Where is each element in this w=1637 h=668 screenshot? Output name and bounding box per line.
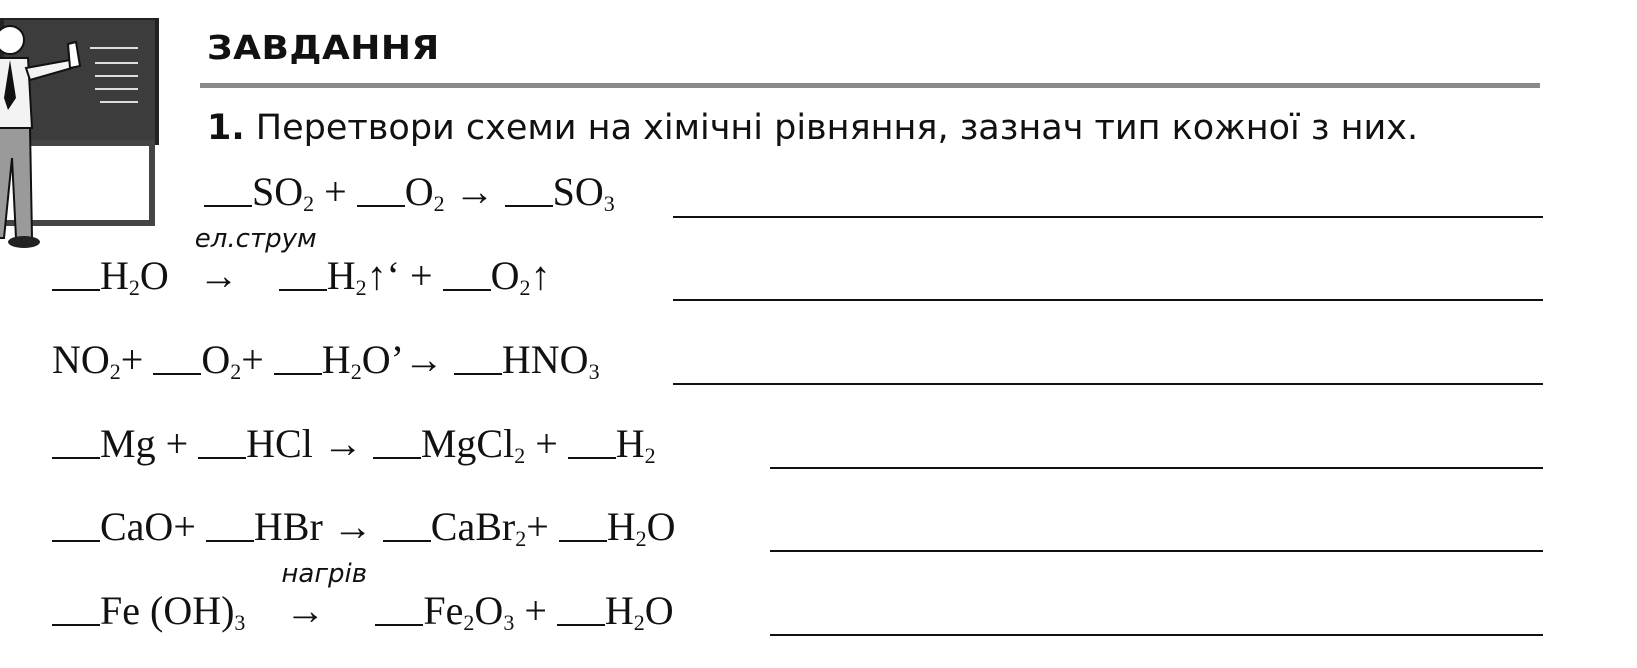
answer-line-4[interactable] <box>770 467 1543 469</box>
coefficient-blank[interactable] <box>357 175 405 207</box>
formula-part: → <box>198 253 239 298</box>
formula-part: → <box>332 504 373 549</box>
title-divider <box>200 83 1540 88</box>
task-instruction <box>207 108 1418 148</box>
formula-part: O <box>474 588 504 633</box>
formula-part: CaBr <box>430 504 516 549</box>
coefficient-blank[interactable] <box>568 427 616 459</box>
subscript: 2 <box>230 359 242 384</box>
formula-part: + <box>241 337 264 382</box>
subscript: 3 <box>603 191 615 216</box>
teacher-at-blackboard-icon <box>0 18 160 248</box>
formula-part: O <box>201 337 231 382</box>
answer-line-1[interactable] <box>673 216 1543 218</box>
coefficient-blank[interactable] <box>383 510 431 542</box>
formula-part: SO <box>252 169 304 214</box>
subscript: 2 <box>635 526 647 551</box>
coefficient-blank[interactable] <box>204 175 252 207</box>
subscript: 3 <box>588 359 600 384</box>
coefficient-blank[interactable] <box>206 510 254 542</box>
formula-part: → <box>322 421 363 466</box>
formula-part: H <box>604 588 634 633</box>
coefficient-blank[interactable] <box>52 594 100 626</box>
formula-part: O <box>404 169 434 214</box>
coefficient-blank[interactable] <box>52 427 100 459</box>
coefficient-blank[interactable] <box>557 594 605 626</box>
formula-part: O <box>490 253 520 298</box>
coefficient-blank[interactable] <box>375 594 423 626</box>
formula-part: H <box>615 421 645 466</box>
formula-part: Mg <box>100 421 156 466</box>
subscript: 2 <box>303 191 315 216</box>
equation-3 <box>52 337 600 384</box>
formula-part: + <box>324 169 347 214</box>
formula-part: H <box>326 253 356 298</box>
coefficient-blank[interactable] <box>505 175 553 207</box>
formula-part: → <box>454 169 495 214</box>
formula-part: → <box>403 337 444 382</box>
subscript: 2 <box>515 526 527 551</box>
formula-part: HCl <box>246 421 313 466</box>
formula-part: + <box>165 421 189 466</box>
formula-part: H <box>100 253 129 298</box>
subscript: 2 <box>633 610 645 635</box>
formula-part: H <box>321 337 351 382</box>
formula-part: O <box>139 253 169 298</box>
formula-part: HBr <box>253 504 323 549</box>
equation-5 <box>52 504 676 551</box>
equation-4 <box>52 421 656 468</box>
subscript: 2 <box>109 359 121 384</box>
formula-part: CaO <box>100 504 174 549</box>
coefficient-blank[interactable] <box>198 427 246 459</box>
subscript: 2 <box>644 443 656 468</box>
subscript: 3 <box>234 610 246 635</box>
answer-line-2[interactable] <box>673 299 1543 301</box>
equation-1 <box>204 169 615 216</box>
subscript: 2 <box>514 443 526 468</box>
formula-part: → <box>285 588 326 633</box>
coefficient-blank[interactable] <box>559 510 607 542</box>
reaction-arrow <box>194 224 317 298</box>
reaction-arrow <box>281 559 368 633</box>
formula-part: + <box>410 253 433 298</box>
formula-part: + <box>526 504 549 549</box>
formula-part: Fe (OH) <box>100 588 235 633</box>
coefficient-blank[interactable] <box>454 343 502 375</box>
formula-part: HNO <box>501 337 589 382</box>
formula-part: + <box>173 504 196 549</box>
subscript: 2 <box>128 275 140 300</box>
formula-part: + <box>524 588 547 633</box>
page-title: ЗАВДАННЯ <box>207 29 440 68</box>
coefficient-blank[interactable] <box>52 510 100 542</box>
subscript: 2 <box>433 191 445 216</box>
subscript: 2 <box>350 359 362 384</box>
answer-line-5[interactable] <box>770 550 1543 552</box>
coefficient-blank[interactable] <box>153 343 201 375</box>
coefficient-blank[interactable] <box>52 259 100 291</box>
formula-part: NO <box>52 337 110 382</box>
coefficient-blank[interactable] <box>274 343 322 375</box>
formula-part: Fe <box>423 588 464 633</box>
reaction-condition: нагрів <box>281 559 368 589</box>
task-text: Перетвори схеми на хімічні рівняння, зазнач тип кожної з них. <box>255 108 1419 148</box>
formula-part: H <box>606 504 636 549</box>
formula-part: + <box>535 421 558 466</box>
coefficient-blank[interactable] <box>443 259 491 291</box>
formula-part: SO <box>552 169 604 214</box>
formula-part: ↑‘ <box>366 253 400 298</box>
formula-part: O <box>646 504 676 549</box>
formula-part: O’ <box>361 337 404 382</box>
coefficient-blank[interactable] <box>279 259 327 291</box>
equation-6 <box>52 559 674 635</box>
subscript: 2 <box>463 610 475 635</box>
formula-part: + <box>120 337 144 382</box>
subscript: 2 <box>519 275 531 300</box>
answer-line-6[interactable] <box>770 634 1543 636</box>
task-number: 1. <box>207 108 245 148</box>
formula-part: MgCl <box>420 421 515 466</box>
subscript: 3 <box>503 610 515 635</box>
answer-line-3[interactable] <box>673 383 1543 385</box>
coefficient-blank[interactable] <box>373 427 421 459</box>
equation-2 <box>52 224 551 300</box>
subscript: 2 <box>355 275 367 300</box>
formula-part: O <box>644 588 674 633</box>
formula-part: ↑ <box>530 253 551 298</box>
reaction-condition: ел.струм <box>194 224 317 254</box>
